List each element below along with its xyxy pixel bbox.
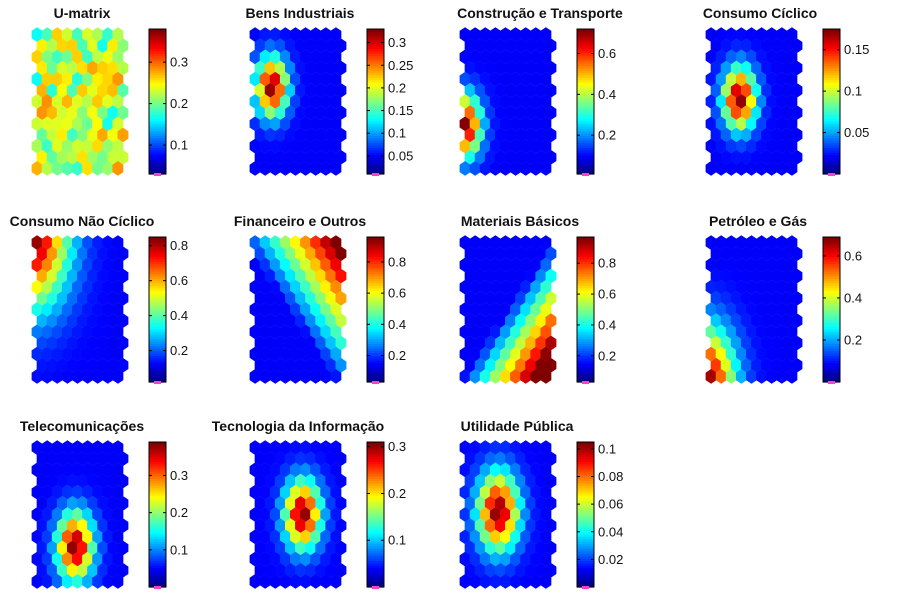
colorbar-marker xyxy=(372,173,379,176)
colorbar-tick-label: 0.2 xyxy=(844,332,863,348)
colorbar-tick-label: 0.1 xyxy=(170,137,189,153)
colorbar-marker xyxy=(828,381,835,384)
colorbar-tick-label: 0.04 xyxy=(598,524,624,540)
colorbar xyxy=(577,29,616,176)
colorbar-tick-label: 0.05 xyxy=(388,148,414,164)
colorbar xyxy=(367,237,406,384)
colorbar-marker xyxy=(582,586,589,589)
hex-map xyxy=(460,27,557,176)
colorbar-tick-label: 0.6 xyxy=(844,248,863,264)
colorbar xyxy=(577,237,616,384)
panel-bens-industriais xyxy=(246,5,414,176)
colorbar-tick-label: 0.8 xyxy=(388,254,407,270)
colorbar-tick-label: 0.1 xyxy=(388,532,407,548)
panel-construcao-transporte xyxy=(457,5,623,176)
panel-title: Construção e Transporte xyxy=(457,5,623,21)
colorbar-tick-label: 0.05 xyxy=(844,125,870,141)
panel-title: Consumo Não Cíclico xyxy=(9,213,155,229)
colorbar-marker xyxy=(154,173,161,176)
colorbar-tick-label: 0.2 xyxy=(170,96,189,112)
panel-title: Materiais Básicos xyxy=(460,213,580,229)
hex-map xyxy=(32,440,129,589)
colorbar-tick-label: 0.1 xyxy=(598,441,617,457)
colorbar-marker xyxy=(154,381,161,384)
colorbar-tick-label: 0.2 xyxy=(388,485,407,501)
colorbar-tick-label: 0.4 xyxy=(844,290,863,306)
panel-utilidade-publica xyxy=(460,418,624,589)
colorbar-tick-label: 0.8 xyxy=(598,255,617,271)
colorbar-tick-label: 0.6 xyxy=(598,286,617,302)
colorbar-tick-label: 0.2 xyxy=(388,347,407,363)
colorbar-tick-label: 0.08 xyxy=(598,469,624,485)
panel-title: U-matrix xyxy=(53,5,111,21)
panel-title: Telecomunicações xyxy=(19,418,145,434)
panel-umatrix xyxy=(32,5,188,176)
hex-map xyxy=(460,440,557,589)
colorbar-tick-label: 0.2 xyxy=(170,505,189,521)
panel-title: Tecnologia da Informação xyxy=(211,418,385,434)
colorbar-marker xyxy=(372,586,379,589)
panel-title: Petróleo e Gás xyxy=(708,213,808,229)
panel-financeiro-outros xyxy=(234,213,406,384)
hex-map xyxy=(706,27,803,176)
colorbar-tick-label: 0.2 xyxy=(388,80,407,96)
colorbar xyxy=(823,237,862,384)
colorbar-tick-label: 0.4 xyxy=(598,86,617,102)
colorbar-tick-label: 0.4 xyxy=(598,317,617,333)
panel-telecomunicacoes xyxy=(20,418,188,589)
hex-map xyxy=(706,235,803,384)
panel-petroleo-gas xyxy=(706,213,862,384)
panel-title: Bens Industriais xyxy=(245,5,355,21)
colorbar-tick-label: 0.25 xyxy=(388,57,414,73)
colorbar-tick-label: 0.1 xyxy=(170,542,189,558)
colorbar-tick-label: 0.3 xyxy=(388,35,407,51)
colorbar-marker xyxy=(372,381,379,384)
panel-consumo-ciclico xyxy=(703,5,869,176)
colorbar xyxy=(823,29,869,176)
colorbar-marker xyxy=(828,173,835,176)
colorbar xyxy=(149,237,188,384)
panel-consumo-nao-ciclico xyxy=(10,213,188,384)
colorbar-marker xyxy=(582,173,589,176)
panel-title: Financeiro e Outros xyxy=(233,213,367,229)
colorbar-tick-label: 0.3 xyxy=(170,467,189,483)
colorbar xyxy=(149,29,188,176)
panel-title: Consumo Cíclico xyxy=(702,5,818,21)
colorbar-tick-label: 0.2 xyxy=(598,348,617,364)
colorbar-tick-label: 0.06 xyxy=(598,496,624,512)
colorbar-tick-label: 0.6 xyxy=(388,285,407,301)
colorbar-tick-label: 0.15 xyxy=(844,42,870,58)
hex-map xyxy=(250,440,347,589)
colorbar xyxy=(367,439,406,589)
colorbar-tick-label: 0.8 xyxy=(170,238,189,254)
colorbar-tick-label: 0.1 xyxy=(388,125,407,141)
colorbar-tick-label: 0.3 xyxy=(170,54,189,70)
colorbar-tick-label: 0.4 xyxy=(170,308,189,324)
panel-materiais-basicos xyxy=(460,213,616,384)
colorbar-tick-label: 0.1 xyxy=(844,83,863,99)
colorbar xyxy=(577,441,623,589)
panel-tecnologia-informacao xyxy=(212,418,406,589)
colorbar-marker xyxy=(582,381,589,384)
colorbar-tick-label: 0.15 xyxy=(388,103,414,119)
colorbar-tick-label: 0.2 xyxy=(170,343,189,359)
colorbar xyxy=(367,29,413,176)
hex-map xyxy=(32,27,129,176)
panel-title: Utilidade Pública xyxy=(460,418,574,434)
colorbar-tick-label: 0.3 xyxy=(388,439,407,455)
hex-map xyxy=(32,235,129,384)
hex-map xyxy=(460,235,557,384)
hex-map xyxy=(250,235,347,384)
colorbar xyxy=(149,442,188,589)
colorbar-marker xyxy=(154,586,161,589)
colorbar-tick-label: 0.02 xyxy=(598,551,624,567)
colorbar-tick-label: 0.4 xyxy=(388,316,407,332)
colorbar-tick-label: 0.6 xyxy=(598,46,617,62)
colorbar-tick-label: 0.2 xyxy=(598,127,617,143)
hex-map xyxy=(250,27,347,176)
colorbar-tick-label: 0.6 xyxy=(170,273,189,289)
